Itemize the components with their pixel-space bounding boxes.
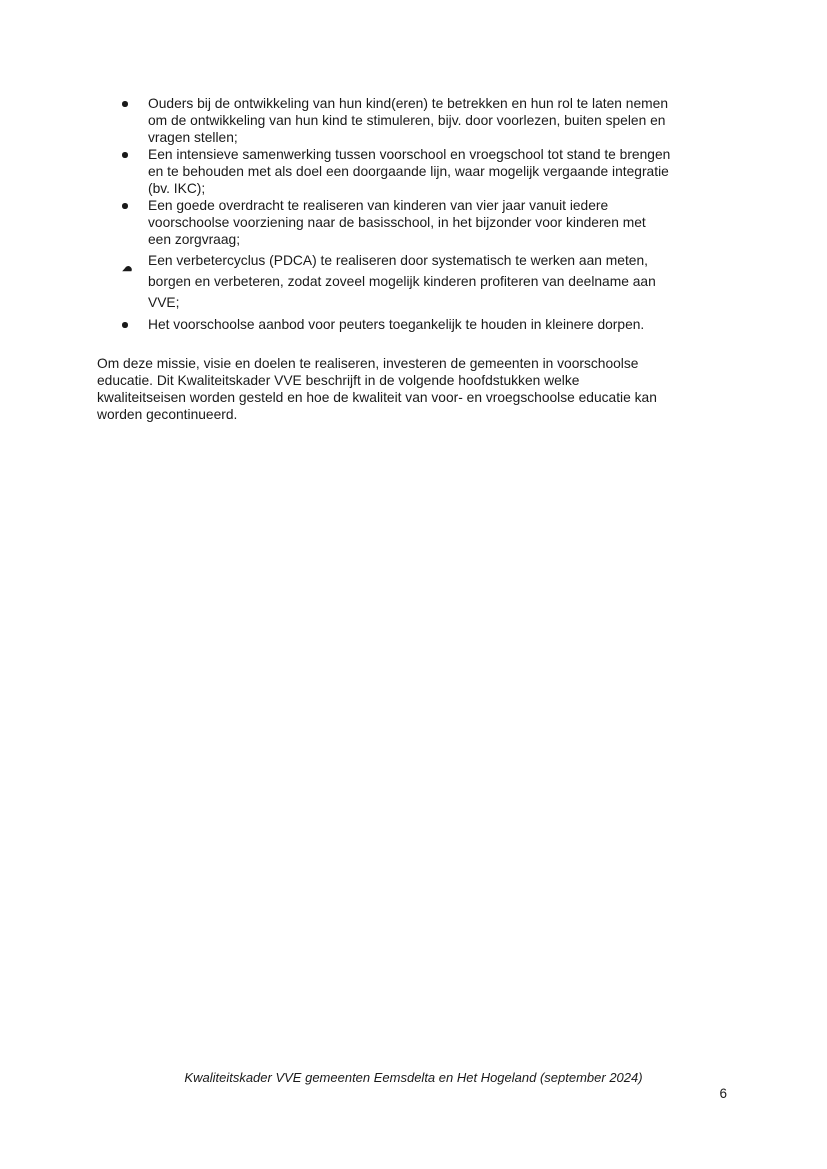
list-item-verbetercyclus — [97, 250, 729, 313]
paragraph-line: educatie. Dit Kwaliteitskader VVE beschrijft in de volgende hoofdstukken welke — [97, 373, 580, 388]
page-content — [97, 95, 729, 423]
footer-document-title: Kwaliteitskader VVE gemeenten Eemsdelta en Het Hogeland (september 2024) — [184, 1070, 643, 1085]
bullet-text-line: vragen stellen; — [148, 130, 238, 145]
bullet-text-line: een zorgvraag; — [148, 232, 241, 247]
bullet-list — [97, 95, 729, 333]
bullet-text-line: (bv. IKC); — [148, 181, 206, 196]
page-footer — [0, 1070, 827, 1130]
bullet-text-line: voorschoolse voorziening naar de basisschool, in het bijzonder voor kinderen met — [148, 215, 646, 230]
list-item-overdracht — [97, 197, 729, 248]
closing-paragraph — [97, 355, 729, 423]
list-item-aanbod — [97, 316, 729, 333]
bullet-disc-icon — [122, 203, 132, 211]
bullet-text-line: Ouders bij de ontwikkeling van hun kind(eren) te betrekken en hun rol te laten nemen — [148, 96, 668, 111]
paragraph-line: worden gecontinueerd. — [97, 407, 238, 422]
bullet-text-line: Een intensieve samenwerking tussen voorschool en vroegschool tot stand te brengen — [148, 147, 671, 162]
bullet-disc-icon — [122, 322, 132, 330]
bullet-text-line: borgen en verbeteren, zodat zoveel mogelijk kinderen profiteren van deelname aan — [148, 274, 656, 289]
bullet-text-line: Een goede overdracht te realiseren van kinderen van vier jaar vanuit iedere — [148, 198, 609, 213]
page-number: 6 — [719, 1086, 727, 1101]
pointer-bullet-icon — [122, 258, 132, 266]
paragraph-line: kwaliteitseisen worden gesteld en hoe de kwaliteit van voor- en vroegschoolse educatie kan — [97, 390, 657, 405]
bullet-text-line: Het voorschoolse aanbod voor peuters toegankelijk te houden in kleinere dorpen. — [148, 317, 645, 332]
list-item-ouders — [97, 95, 729, 146]
paragraph-line: Om deze missie, visie en doelen te realiseren, investeren de gemeenten in voorschoolse — [97, 356, 639, 371]
bullet-disc-icon — [122, 152, 132, 160]
bullet-text-line: VVE; — [148, 295, 180, 310]
bullet-text-line: om de ontwikkeling van hun kind te stimuleren, bijv. door voorlezen, buiten spelen en — [148, 113, 666, 128]
bullet-text-line: Een verbetercyclus (PDCA) te realiseren door systematisch te werken aan meten, — [148, 253, 648, 268]
bullet-disc-icon — [122, 101, 132, 109]
bullet-text-line: en te behouden met als doel een doorgaande lijn, waar mogelijk vergaande integratie — [148, 164, 669, 179]
list-item-samenwerking — [97, 146, 729, 197]
